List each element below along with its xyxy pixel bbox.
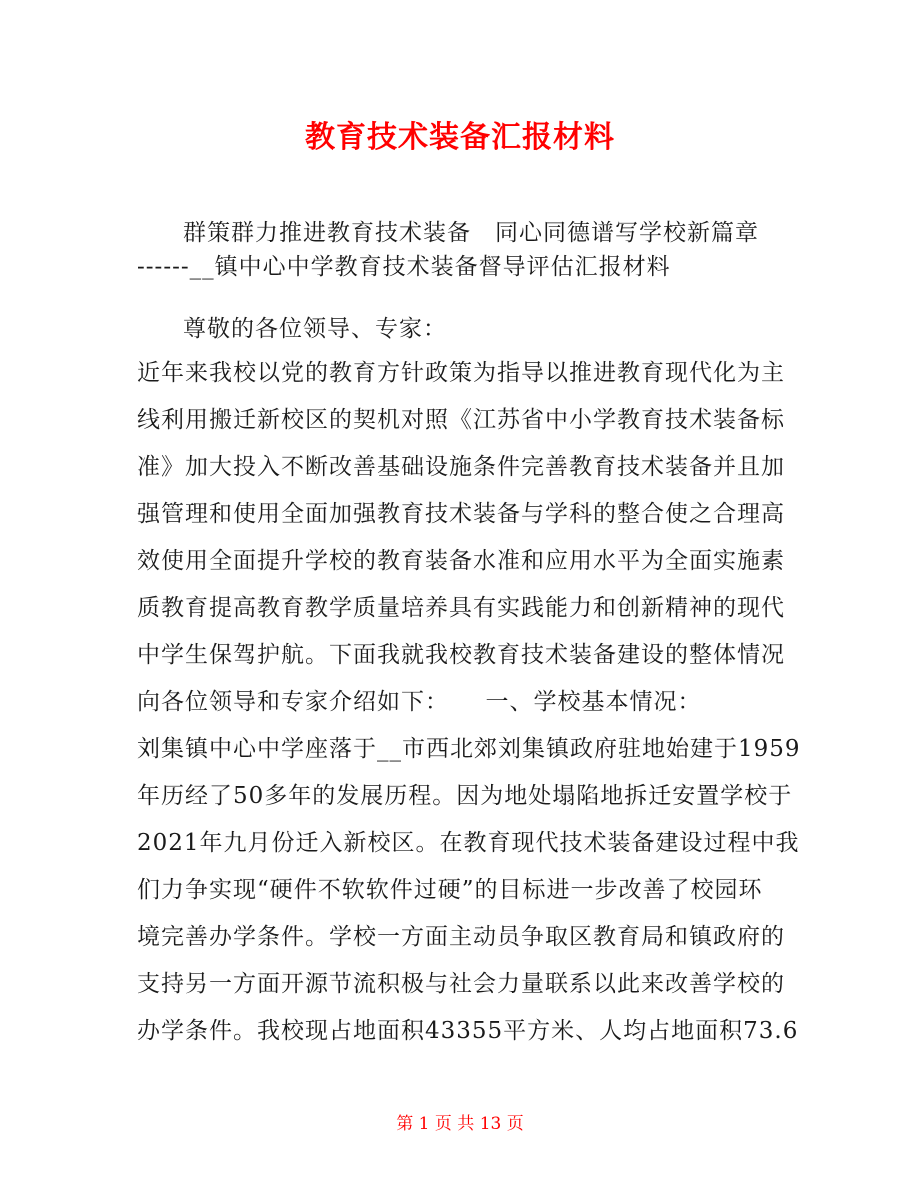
body-line: 境完善办学条件。学校一方面主动员争取区教育局和镇政府的 [137,924,785,950]
document-title: 教育技术装备汇报材料 [305,120,615,155]
body-line: 近年来我校以党的教育方针政策为指导以推进教育现代化为主 [137,360,785,386]
body-line: 中学生保驾护航。下面我就我校教育技术装备建设的整体情况 [137,642,785,668]
page-footer: 第 1 页 共 13 页 [396,1114,524,1134]
body-line: 们力争实现“硬件不软软件过硬”的目标进一步改善了校园环 [137,877,763,903]
body-line: 效使用全面提升学校的教育装备水准和应用水平为全面实施素 [137,548,785,574]
body-line: 年历经了50多年的发展历程。因为地处塌陷地拆迁安置学校于 [137,783,793,809]
subtitle-line: 群策群力推进教育技术装备 同心同德谱写学校新篇章 [183,220,759,246]
body-line: 强管理和使用全面加强教育技术装备与学科的整合使之合理高 [137,501,785,527]
body-line: 办学条件。我校现占地面积43355平方米、人均占地面积73.6 [137,1018,799,1044]
body-line: 刘集镇中心中学座落于__市西北郊刘集镇政府驻地始建于1959 [137,736,801,762]
subtitle-source-line: ------__镇中心中学教育技术装备督导评估汇报材料 [137,254,671,280]
body-line: 线利用搬迁新校区的契机对照《江苏省中小学教育技术装备标 [137,407,785,433]
salutation-line: 尊敬的各位领导、专家： [183,316,447,342]
body-line: 向各位领导和专家介绍如下： 一、学校基本情况： [137,689,702,715]
body-line: 准》加大投入不断改善基础设施条件完善教育技术装备并且加 [137,454,785,480]
body-line: 支持另一方面开源节流积极与社会力量联系以此来改善学校的 [137,971,785,997]
body-line: 质教育提高教育教学质量培养具有实践能力和创新精神的现代 [137,595,785,621]
body-line: 2021年九月份迁入新校区。在教育现代技术装备建设过程中我 [137,830,800,856]
